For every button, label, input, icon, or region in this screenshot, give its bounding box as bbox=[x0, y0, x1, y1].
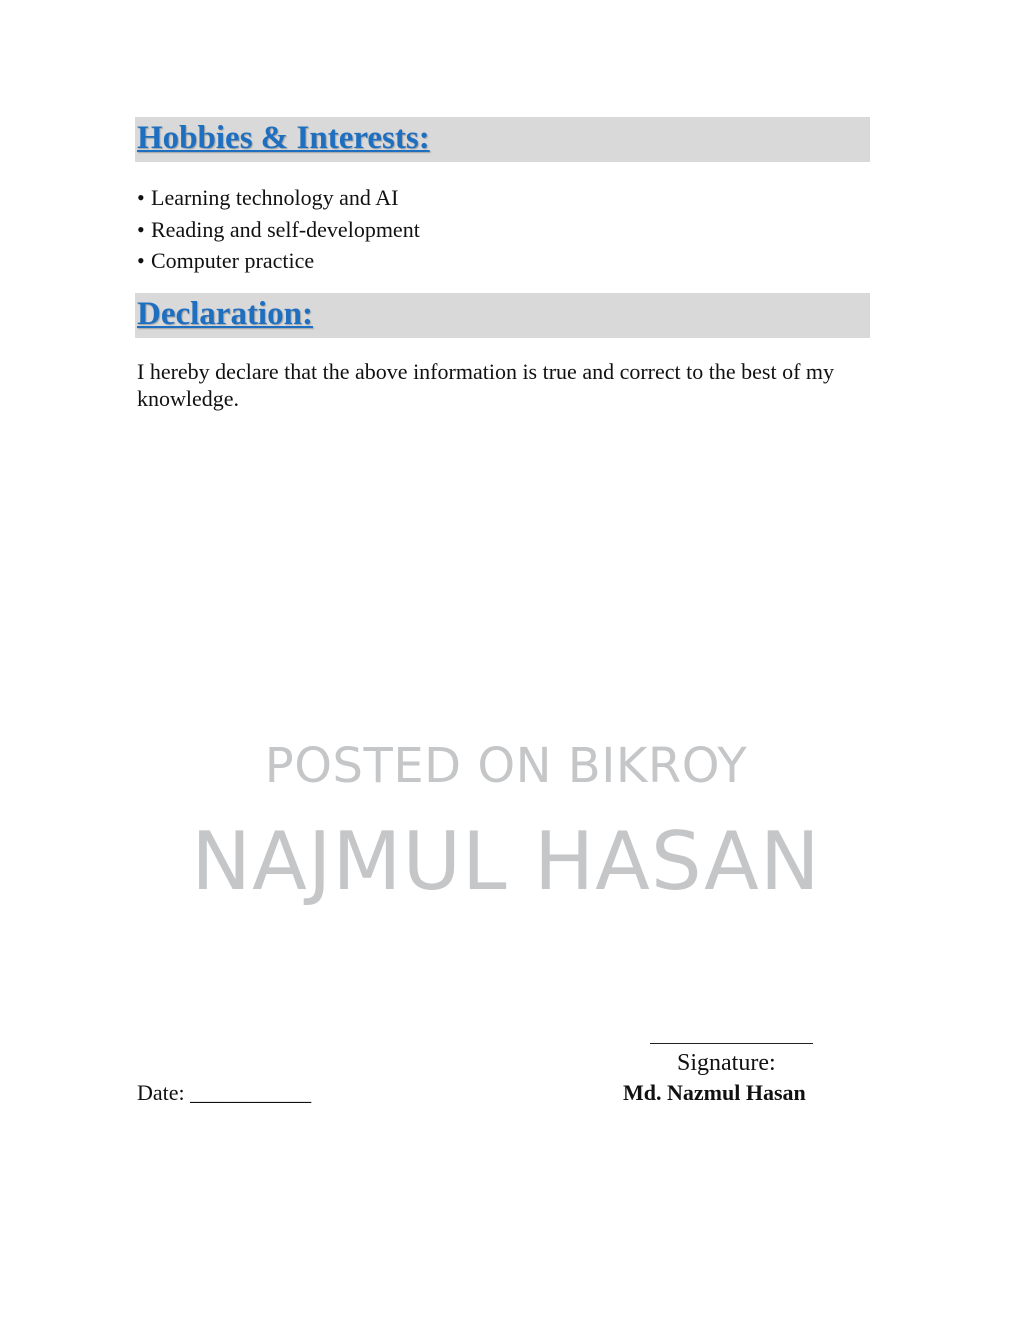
hobby-item-text: Learning technology and AI bbox=[151, 185, 399, 210]
list-item bbox=[137, 245, 420, 277]
signer-name: Md. Nazmul Hasan bbox=[623, 1080, 806, 1105]
watermark-posted-on: POSTED ON BIKROY bbox=[264, 738, 748, 794]
declaration-section-header bbox=[135, 293, 870, 338]
list-item bbox=[137, 182, 420, 214]
declaration-section-title: Declaration: bbox=[137, 296, 313, 332]
signature-line bbox=[650, 1043, 813, 1044]
hobbies-section-title: Hobbies & Interests: bbox=[137, 120, 430, 156]
date-label: Date: ___________ bbox=[137, 1080, 312, 1105]
signature-label: Signature: bbox=[677, 1050, 776, 1076]
bullet-icon: • bbox=[137, 216, 145, 242]
watermark-name: NAJMUL HASAN bbox=[191, 815, 821, 908]
declaration-text: I hereby declare that the above information is true and correct to the best of my knowledge. bbox=[137, 359, 835, 411]
hobbies-list bbox=[137, 182, 420, 277]
hobby-item-text: Reading and self-development bbox=[151, 216, 420, 242]
bullet-icon: • bbox=[137, 248, 145, 273]
hobbies-section-header bbox=[135, 117, 870, 162]
list-item bbox=[137, 214, 420, 246]
hobby-item-text: Computer practice bbox=[151, 248, 315, 273]
bullet-icon: • bbox=[137, 185, 145, 210]
